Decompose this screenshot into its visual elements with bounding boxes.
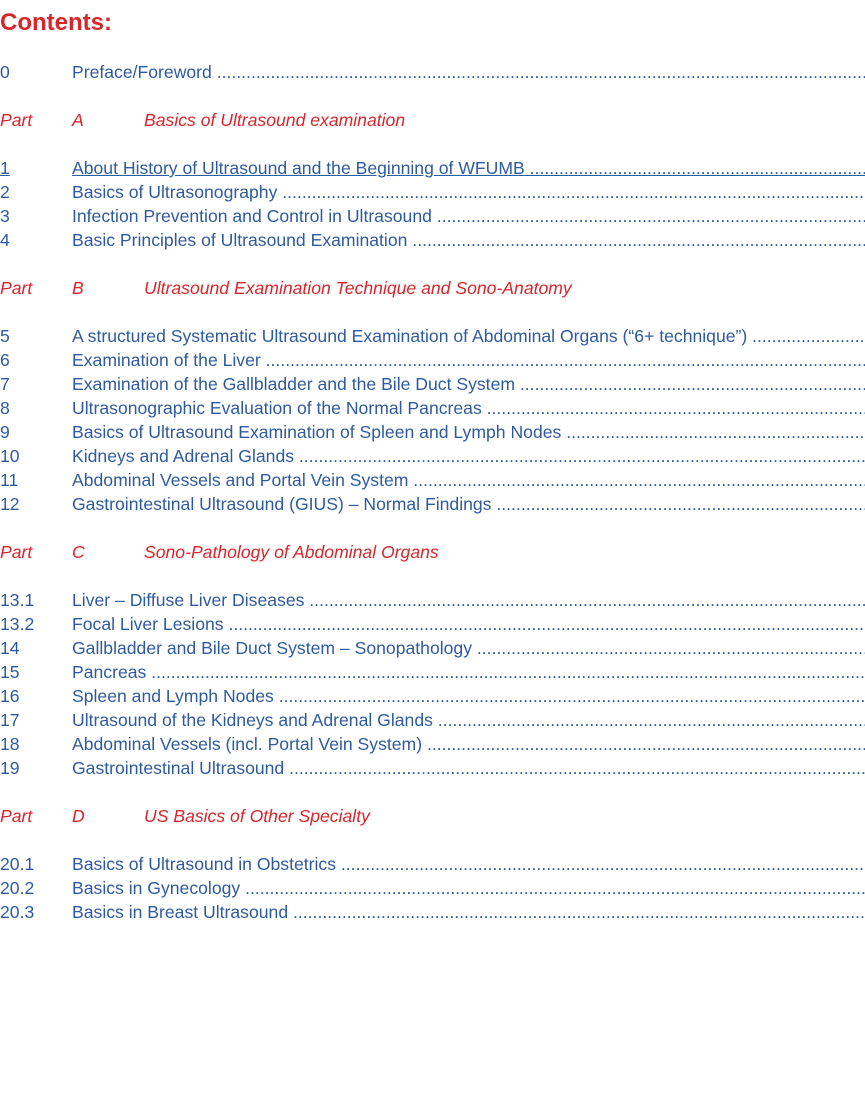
entry-title: Spleen and Lymph Nodes ..... bbox=[72, 684, 865, 708]
entry-number: 20.2 bbox=[0, 878, 35, 898]
entry-title: Focal Liver Lesions ..... bbox=[72, 612, 865, 636]
part-title: Sono-Pathology of Abdominal Organs bbox=[144, 542, 439, 562]
part-word: Part bbox=[0, 278, 33, 298]
part-word: Part bbox=[0, 542, 33, 562]
toc-entry-20-3[interactable] bbox=[0, 900, 865, 924]
entry-number: 16 bbox=[0, 686, 20, 706]
entry-number: 19 bbox=[0, 758, 20, 778]
part-word: Part bbox=[0, 806, 33, 826]
toc-entry-8[interactable] bbox=[0, 396, 865, 420]
entry-number: 2 bbox=[0, 182, 10, 202]
part-word: Part bbox=[0, 110, 33, 130]
entry-number: 17 bbox=[0, 710, 20, 730]
toc-entry-18[interactable] bbox=[0, 732, 865, 756]
toc-entry-16[interactable] bbox=[0, 684, 865, 708]
entry-title: Preface/Foreword ..... bbox=[72, 60, 865, 84]
entry-number: 20.3 bbox=[0, 902, 35, 922]
entry-title: Basics of Ultrasound in Obstetrics ..... bbox=[72, 852, 865, 876]
part-a-heading bbox=[0, 108, 865, 132]
toc-entry-5[interactable] bbox=[0, 324, 865, 348]
toc-entry-9[interactable] bbox=[0, 420, 865, 444]
toc-entry-10[interactable] bbox=[0, 444, 865, 468]
part-b-heading bbox=[0, 276, 865, 300]
part-letter: A bbox=[72, 110, 84, 130]
entry-title: Basics of Ultrasonography ..... bbox=[72, 180, 865, 204]
entry-title: About History of Ultrasound and the Beginning of WFUMB ..... bbox=[0, 156, 865, 180]
entry-title: Liver – Diffuse Liver Diseases ..... bbox=[72, 588, 865, 612]
part-d-heading bbox=[0, 804, 865, 828]
entry-number: 6 bbox=[0, 350, 10, 370]
entry-number: 10 bbox=[0, 446, 20, 466]
entry-title: Infection Prevention and Control in Ultrasound ..... bbox=[72, 204, 865, 228]
entry-title: Gastrointestinal Ultrasound ..... bbox=[72, 756, 865, 780]
entry-title: Examination of the Gallbladder and the Bile Duct System ..... bbox=[72, 372, 865, 396]
entry-number: 3 bbox=[0, 206, 10, 226]
entry-title: Examination of the Liver ..... bbox=[72, 348, 865, 372]
toc-entry-6[interactable] bbox=[0, 348, 865, 372]
part-title: Ultrasound Examination Technique and Sono-Anatomy bbox=[144, 278, 572, 298]
entry-number: 20.1 bbox=[0, 854, 35, 874]
toc-entry-11[interactable] bbox=[0, 468, 865, 492]
toc-entry-13-2[interactable] bbox=[0, 612, 865, 636]
entry-number: 4 bbox=[0, 230, 10, 250]
part-c-heading bbox=[0, 540, 865, 564]
entry-title: Gallbladder and Bile Duct System – Sonopathology ..... bbox=[72, 636, 865, 660]
toc-entry-1[interactable] bbox=[0, 156, 865, 180]
toc-entry-3[interactable] bbox=[0, 204, 865, 228]
toc-entry-13-1[interactable] bbox=[0, 588, 865, 612]
entry-title: Gastrointestinal Ultrasound (GIUS) – Normal Findings ..... bbox=[72, 492, 865, 516]
entry-number: 1 bbox=[0, 158, 10, 178]
toc-entry-20-2[interactable] bbox=[0, 876, 865, 900]
entry-title: Kidneys and Adrenal Glands ..... bbox=[72, 444, 865, 468]
part-title: Basics of Ultrasound examination bbox=[144, 110, 406, 130]
entry-title: Abdominal Vessels and Portal Vein System ..... bbox=[72, 468, 865, 492]
part-title: US Basics of Other Specialty bbox=[144, 806, 370, 826]
entry-title: Basics in Gynecology ..... bbox=[72, 876, 865, 900]
toc-entry-15[interactable] bbox=[0, 660, 865, 684]
toc-entry-19[interactable] bbox=[0, 756, 865, 780]
toc-entry-12[interactable] bbox=[0, 492, 865, 516]
entry-title: Pancreas ..... bbox=[72, 660, 865, 684]
entry-number: 14 bbox=[0, 638, 20, 658]
toc-entry-2[interactable] bbox=[0, 180, 865, 204]
entry-title: Ultrasound of the Kidneys and Adrenal Glands ..... bbox=[72, 708, 865, 732]
toc-entry-14[interactable] bbox=[0, 636, 865, 660]
entry-title: Basics in Breast Ultrasound ..... bbox=[72, 900, 865, 924]
entry-number: 12 bbox=[0, 494, 20, 514]
toc-entry-4[interactable] bbox=[0, 228, 865, 252]
entry-title: Ultrasonographic Evaluation of the Normal Pancreas ..... bbox=[72, 396, 865, 420]
entry-number: 18 bbox=[0, 734, 20, 754]
entry-number: 0 bbox=[0, 62, 10, 82]
contents-heading: Contents: bbox=[0, 9, 112, 36]
entry-number: 8 bbox=[0, 398, 10, 418]
toc-entry-20-1[interactable] bbox=[0, 852, 865, 876]
entry-title: A structured Systematic Ultrasound Examination of Abdominal Organs (“6+ technique”) ..... bbox=[72, 324, 865, 348]
part-letter: D bbox=[72, 806, 85, 826]
entry-number: 5 bbox=[0, 326, 10, 346]
entry-number: 7 bbox=[0, 374, 10, 394]
toc-entry-17[interactable] bbox=[0, 708, 865, 732]
entry-number: 15 bbox=[0, 662, 20, 682]
part-letter: C bbox=[72, 542, 85, 562]
part-letter: B bbox=[72, 278, 84, 298]
entry-number: 11 bbox=[0, 470, 19, 490]
entry-number: 13.1 bbox=[0, 590, 35, 610]
entry-title: Abdominal Vessels (incl. Portal Vein System) ..... bbox=[72, 732, 865, 756]
toc-entry-7[interactable] bbox=[0, 372, 865, 396]
toc-entry-preface[interactable] bbox=[0, 60, 865, 84]
entry-title: Basic Principles of Ultrasound Examination ..... bbox=[72, 228, 865, 252]
entry-number: 9 bbox=[0, 422, 10, 442]
entry-number: 13.2 bbox=[0, 614, 35, 634]
entry-title: Basics of Ultrasound Examination of Spleen and Lymph Nodes ..... bbox=[72, 420, 865, 444]
